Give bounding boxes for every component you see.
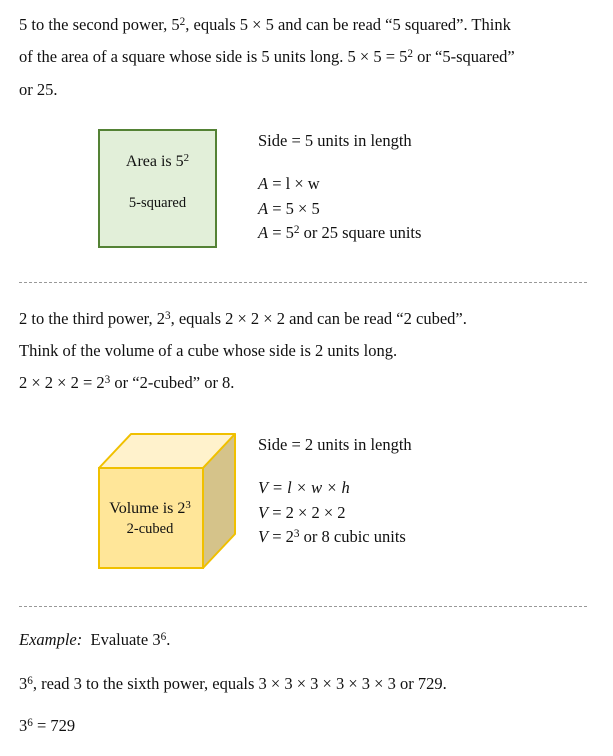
area-formula-3: $A = 5^2$ or 25 square units	[258, 223, 422, 242]
divider	[19, 606, 587, 607]
intro-line-2	[19, 47, 515, 67]
square-subtitle: 5-squared	[128, 195, 187, 211]
exponent: 3	[104, 373, 111, 386]
intro-text: of the area of a square whose side is 5 units long. 5 × 5 = 5	[19, 47, 408, 66]
intro-line-1	[19, 15, 511, 35]
area-formula-2: A = 5 × 5	[258, 199, 320, 218]
volume-formula-3: $V = 2^3$ or 8 cubic units	[258, 527, 406, 546]
divider	[19, 282, 587, 283]
exponent: 2	[407, 47, 414, 60]
exponent: 6	[27, 674, 33, 687]
cubed-line-3: $2 \times 2 \times 2 = 2^3$ or “2-cubed” or 8.	[19, 373, 235, 392]
volume-formula-1: V = l × w × h	[258, 478, 350, 497]
intro-text: or 25.	[19, 80, 58, 99]
example-heading: Example: Evaluate $3^6$.	[19, 630, 171, 649]
square-side-label: Side = 5 units in length	[258, 131, 412, 150]
intro-text: 5 to the second power, 5	[19, 15, 180, 34]
exponent: 3	[185, 499, 191, 512]
cube-front-face	[99, 468, 203, 568]
exponent: 3	[293, 527, 300, 540]
exponent: 2	[179, 15, 186, 28]
cube-side-label: Side = 2 units in length	[258, 435, 412, 454]
cubed-line-2: Think of the volume of a cube whose side is 2 units long.	[19, 341, 398, 360]
example-line-1: $3^6$, read 3 to the sixth power, equals 3 × 3 × 3 × 3 × 3 × 3 or 729.	[19, 674, 447, 693]
cube-title: Volume is $2^3$	[109, 499, 191, 517]
intro-text: , equals 5 × 5 and can be read “5 squared”. Think	[185, 15, 511, 34]
intro-line-3	[19, 80, 58, 100]
volume-formula-2: V = 2 × 2 × 2	[258, 503, 346, 522]
exponent: 3	[164, 309, 171, 322]
example-label: Example:	[19, 630, 83, 649]
exponent: 2	[183, 152, 190, 165]
cube-subtitle: 2-cubed	[126, 521, 174, 537]
area-formula-1: A = l × w	[258, 174, 320, 193]
square-title: Area is $5^2$	[125, 152, 190, 170]
example-line-2: $3^6 = 729$	[19, 716, 76, 735]
exponent: 6	[27, 716, 33, 729]
square-figure	[98, 129, 217, 248]
cubed-line-1: 2 to the third power, $2^3$, equals 2 × 2 × 2 and can be read “2 cubed”.	[19, 309, 467, 328]
exponent: 2	[293, 223, 300, 236]
exponent: 6	[160, 630, 167, 643]
intro-text: or “5-squared”	[413, 47, 515, 66]
